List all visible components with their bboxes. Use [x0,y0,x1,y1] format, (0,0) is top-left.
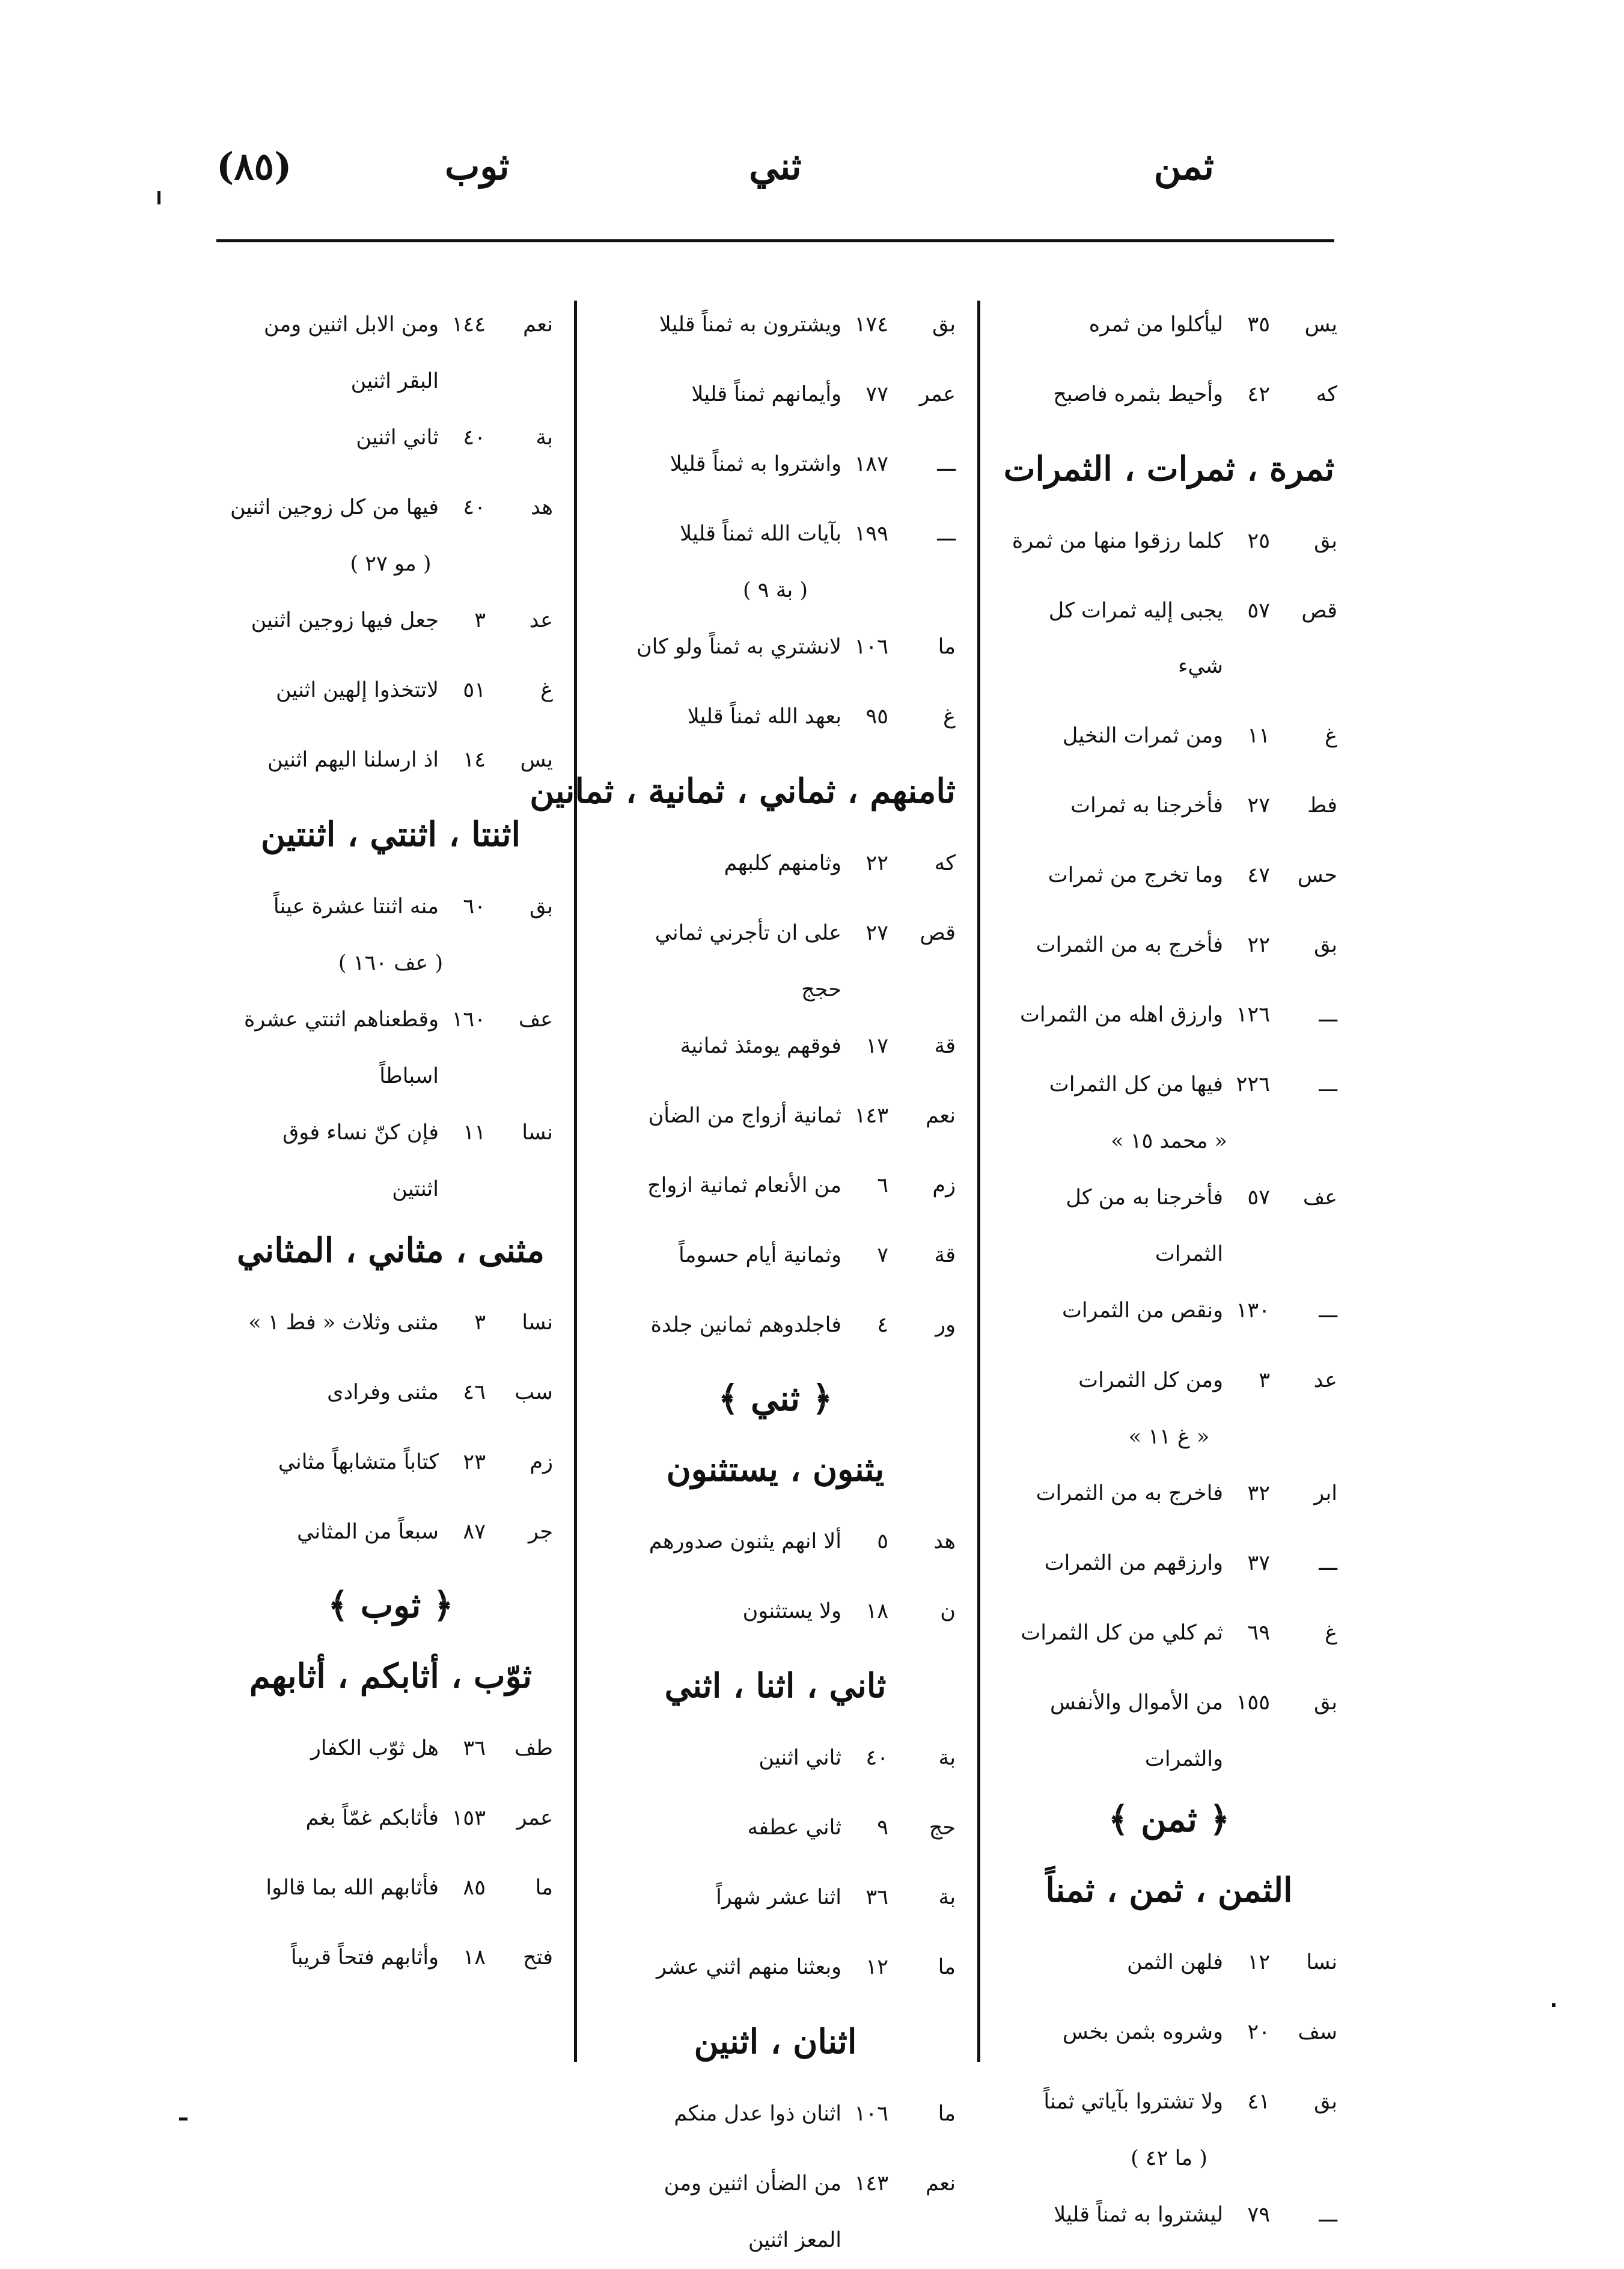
verse-text: من الأنعام ثمانية ازواج [647,1174,841,1198]
verse-entry [595,1158,956,1213]
verse-text: كتاباً متشابهاً مثاني [278,1450,439,1474]
verse-number: ٣ [474,608,486,632]
verse-entry [595,367,956,422]
cross-reference: « محمد ١٥ » [1111,1129,1227,1153]
surah-ref: سب [514,1380,553,1404]
verse-continuation: المعز اثنين [748,2228,841,2252]
verse-text: ثمانية أزواج من الضأن [648,1104,841,1128]
verse-text: لاتتخذوا إلهين اثنين [275,678,439,702]
verse-number: ٢٢٦ [1236,1073,1270,1097]
verse-text: لانشتري به ثمناً ولو كان [636,635,841,659]
verse-number: ١٠٦ [854,635,888,659]
verse-text: ومن ثمرات النخيل [1062,724,1223,748]
verse-number: ٧٩ [1247,2203,1270,2227]
surah-ref: ـــ [1319,1073,1337,1097]
surah-ref: فط [1307,794,1337,818]
verse-entry [228,1105,553,1160]
verse-text: فأخرج به من الثمرات [1036,933,1223,957]
surah-ref: يس [520,748,553,772]
verse-text: جعل فيها زوجين اثنين [251,608,439,632]
surah-ref: بق [1314,1691,1337,1715]
verse-continuation: والثمرات [1144,1747,1223,1771]
verse-number: ٤٠ [463,426,486,450]
verse-entry [595,506,956,562]
verse-text: ليأكلوا من ثمره [1088,313,1223,337]
scan-mark [1552,2003,1555,2007]
verse-number: ١٢ [1247,1950,1270,1974]
verse-text: وثمانية أيام حسوماً [678,1243,841,1267]
surah-ref: سف [1298,2020,1337,2044]
verse-text: سبعاً من المثاني [297,1520,439,1544]
cross-reference: ( ما ٤٢ ) [1131,2146,1207,2170]
verse-continuation: الثمرات [1155,1242,1223,1266]
headword: اثنتا ، اثنتي ، اثنتين [260,815,521,854]
verse-text: وارزقهم من الثمرات [1044,1551,1223,1575]
verse-number: ١١ [463,1121,486,1145]
verse-entry [1001,1170,1337,1225]
verse-text: فأخرجنا به ثمرات [1070,794,1223,818]
surah-ref: بق [530,895,553,919]
verse-text: اثنان ذوا عدل منكم [674,2102,841,2126]
verse-entry [228,1504,553,1560]
verse-number: ١٣٠ [1236,1299,1270,1323]
verse-entry [595,1730,956,1786]
verse-number: ٥١ [463,678,486,702]
surah-ref: ما [938,635,956,659]
surah-ref: نسا [522,1121,553,1145]
verse-entry [1001,2004,1337,2060]
verse-text: واشتروا به ثمناً قليلا [670,452,841,476]
verse-text: ولا يستثنون [742,1599,841,1623]
verse-text: ثاني اثنين [759,1746,841,1770]
verse-number: ٣٥ [1247,313,1270,337]
verse-number: ٤١ [1247,2090,1270,2114]
column-separator-left [574,301,577,2062]
verse-entry [595,1800,956,1855]
verse-entry [1001,1605,1337,1661]
verse-continuation: اسباطاً [379,1064,439,1088]
cross-reference: ( عف ١٦٠ ) [338,951,444,975]
surah-ref: عد [1313,1368,1337,1392]
verse-text: فيها من كل الثمرات [1049,1073,1223,1097]
surah-ref: قص [920,921,956,945]
surah-ref: عف [518,1008,553,1032]
surah-ref: غ [1325,1621,1337,1645]
verse-number: ١١ [1247,724,1270,748]
verse-number: ٦٩ [1247,1621,1270,1645]
verse-number: ٩ [877,1816,888,1840]
verse-entry [228,1860,553,1915]
verse-text: فأثابهم الله بما قالوا [266,1876,439,1900]
verse-entry [595,1018,956,1074]
verse-text: وما تخرج من ثمرات [1048,863,1223,887]
surah-ref: بة [938,1885,956,1909]
verse-continuation: حجج [801,978,841,1002]
verse-text: بآيات الله ثمناً قليلا [680,522,841,546]
surah-ref: فتح [523,1946,553,1970]
verse-text: وأثابهم فتحاً قريباً [290,1946,439,1970]
verse-number: ١٩٩ [854,522,888,546]
verse-entry [1001,778,1337,833]
surah-ref: ـــ [937,452,956,476]
verse-text: ثم كلي من كل الثمرات [1021,1621,1223,1645]
verse-entry [1001,1935,1337,1990]
verse-number: ٨٧ [463,1520,486,1544]
verse-text: وأيمانهم ثمناً قليلا [691,382,841,406]
headword: ثوّب ، أثابكم ، أثابهم [249,1656,533,1696]
verse-number: ٧ [877,1243,888,1267]
verse-entry [228,992,553,1047]
verse-number: ١٨ [865,1599,888,1623]
verse-entry [1001,1466,1337,1521]
verse-number: ١٠٦ [854,2102,888,2126]
verse-text: يجبى إليه ثمرات كل شيء [1048,599,1223,678]
verse-number: ١٨ [463,1946,486,1970]
verse-number: ٦٠ [463,895,486,919]
verse-number: ٢٠ [1247,2020,1270,2044]
surah-ref: ـــ [1319,1299,1337,1323]
surah-ref: بة [938,1746,956,1770]
verse-entry [595,436,956,492]
headword: اثنان ، اثنين [694,2022,857,2062]
verse-entry [595,619,956,675]
surah-ref: نعم [926,1104,956,1128]
verse-text: فاجلدوهم ثمانين جلدة [650,1313,841,1337]
surah-ref: بة [536,426,553,450]
verse-entry [228,879,553,934]
headword: مثنى ، مثاني ، المثاني [236,1231,545,1270]
surah-ref: نسا [1306,1950,1337,1974]
surah-ref: عف [1302,1186,1337,1210]
verse-entry [1001,2074,1337,2130]
verse-text: منه اثنتا عشرة عيناً [273,895,439,919]
root-heading: ﴿ ثني ﴾ [718,1378,833,1419]
surah-ref: نسا [522,1311,553,1335]
verse-text: من الأموال والأنفس [1050,1691,1223,1715]
verse-number: ٥ [877,1530,888,1554]
verse-text: فإن كنّ نساء فوق [282,1121,439,1145]
verse-entry [228,663,553,718]
verse-text: بعهد الله ثمناً قليلا [687,705,841,729]
verse-text: وقطعناهم اثنتي عشرة [244,1008,439,1032]
verse-text: ومن كل الثمرات [1078,1368,1223,1392]
surah-ref: ابر [1314,1481,1337,1505]
surah-ref: كه [1316,382,1337,406]
verse-entry [228,1930,553,1985]
root-heading: ﴿ ثوب ﴾ [328,1585,454,1626]
surah-ref: كه [934,851,956,875]
headword: الثمن ، ثمن ، ثمناً [1045,1870,1293,1910]
verse-text: فيها من كل زوجين اثنين [230,495,439,519]
verse-entry [595,689,956,744]
cross-reference: ( بة ٩ ) [742,578,808,602]
verse-text: ثاني عطفه [747,1816,841,1840]
verse-text: هل ثوّب الكفار [311,1736,439,1760]
verse-number: ٣٦ [463,1736,486,1760]
verse-entry [1001,583,1337,694]
verse-entry [595,1228,956,1283]
verse-entry [228,410,553,465]
verse-text: وارزق اهله من الثمرات [1019,1003,1223,1027]
verse-text: وشروه بثمن بخس [1062,2020,1223,2044]
verse-text: ثاني اثنين [356,426,439,450]
verse-text: مثنى وثلاث « فط ١ » [248,1311,439,1335]
surah-ref: قة [934,1034,956,1058]
surah-ref: حس [1297,863,1337,887]
surah-ref: نعم [523,313,553,337]
verse-entry [1001,2187,1337,2243]
surah-ref: عد [529,608,553,632]
header-rule [216,239,1334,242]
verse-text: ألا انهم يثنون صدورهم [649,1530,841,1554]
surah-ref: ـــ [1319,1003,1337,1027]
verse-entry [228,1435,553,1490]
verse-text: فوقهم يومئذ ثمانية [680,1034,841,1058]
surah-ref: بق [1314,933,1337,957]
verse-number: ١٥٣ [451,1806,486,1830]
verse-number: ٣٢ [1247,1481,1270,1505]
verse-number: ٢٧ [1247,794,1270,818]
verse-text: اثنا عشر شهراً [716,1885,841,1909]
verse-entry [228,1295,553,1350]
verse-entry [595,1870,956,1925]
verse-entry [595,1088,956,1144]
root-heading: ﴿ ثمن ﴾ [1108,1799,1230,1840]
verse-entry [228,732,553,788]
verse-entry [1001,917,1337,973]
verse-number: ٤٠ [463,495,486,519]
verse-number: ٣٦ [865,1885,888,1909]
verse-text: ومن الابل اثنين ومن [263,313,439,337]
header-center-word: ثني [749,144,802,188]
verse-text: ونقص من الثمرات [1061,1299,1223,1323]
surah-ref: جر [528,1520,553,1544]
verse-number: ١٧ [865,1034,888,1058]
verse-text: من الضأن اثنين ومن [664,2172,841,2196]
surah-ref: ـــ [937,522,956,546]
verse-entry [595,297,956,352]
verse-number: ٥٧ [1247,1186,1270,1210]
verse-entry [228,1790,553,1846]
verse-text: وبعثنا منهم اثني عشر [656,1955,841,1979]
verse-entry [1001,708,1337,764]
surah-ref: ـــ [1319,2203,1337,2227]
verse-number: ١٢٦ [1236,1003,1270,1027]
verse-number: ٢٢ [1247,933,1270,957]
verse-number: ٣ [1259,1368,1270,1392]
verse-text: ويشترون به ثمناً قليلا [659,313,841,337]
verse-text: على ان تأجرني ثماني [655,921,841,945]
verse-entry [1001,1536,1337,1591]
verse-entry [228,593,553,648]
verse-number: ٧٧ [865,382,888,406]
verse-number: ٨٥ [463,1876,486,1900]
verse-entry [228,297,553,352]
surah-ref: نعم [926,2172,956,2196]
verse-number: ٢٧ [865,921,888,945]
scan-mark [179,2117,188,2120]
verse-text: مثنى وفرادى [327,1380,439,1404]
verse-entry [1001,1675,1337,1730]
verse-text: ليشتروا به ثمناً قليلا [1054,2203,1223,2227]
surah-ref: غ [540,678,553,702]
surah-ref: هد [531,495,553,519]
verse-number: ١٢ [865,1955,888,1979]
cross-reference: ( مو ٢٧ ) [350,552,432,576]
verse-entry [1001,367,1337,422]
verse-number: ١٨٧ [854,452,888,476]
verse-text: كلما رزقوا منها من ثمرة [1012,529,1223,553]
verse-number: ١٦٠ [451,1008,486,1032]
verse-entry [1001,297,1337,352]
surah-ref: بق [1314,2090,1337,2114]
surah-ref: ما [938,2102,956,2126]
surah-ref: عمر [516,1806,553,1830]
verse-entry [1001,1283,1337,1338]
column-separator-right [977,301,980,2062]
verse-entry [228,1365,553,1420]
verse-text: فأخرجنا به من كل [1066,1186,1223,1210]
verse-entry [1001,987,1337,1043]
column-left [228,283,553,2000]
surah-ref: ما [938,1955,956,1979]
verse-number: ٥٧ [1247,599,1270,623]
verse-entry [1001,1057,1337,1112]
verse-text: اذ ارسلنا اليهم اثنين [267,748,439,772]
verse-text: فلهن الثمن [1126,1950,1223,1974]
surah-ref: ن [940,1599,956,1623]
verse-entry [228,480,553,535]
verse-number: ٦ [877,1174,888,1198]
surah-ref: طف [514,1736,553,1760]
verse-number: ١٧٤ [854,313,888,337]
surah-ref: ور [935,1313,956,1337]
verse-text: ولا تشتروا بآياتي ثمناً [1043,2090,1223,2114]
surah-ref: يس [1304,313,1337,337]
verse-number: ١٤٣ [854,1104,888,1128]
verse-text: وثامنهم كلبهم [724,851,841,875]
verse-number: ١٤ [463,748,486,772]
verse-number: ٤٢ [1247,382,1270,406]
surah-ref: قة [934,1243,956,1267]
verse-entry [595,1940,956,1995]
verse-entry [595,1584,956,1639]
verse-entry [595,836,956,891]
header-right-word: ثمن [1153,144,1214,188]
surah-ref: قص [1301,599,1337,623]
surah-ref: غ [943,705,956,729]
headword: ثامنهم ، ثماني ، ثمانية ، ثمانين [530,771,956,811]
verse-text: فاخرج به من الثمرات [1036,1481,1223,1505]
column-right [1001,283,1337,2257]
verse-number: ٢٣ [463,1450,486,1474]
verse-entry [1001,1353,1337,1408]
verse-number: ٣ [474,1311,486,1335]
verse-entry [595,1514,956,1569]
verse-number: ١٥٥ [1236,1691,1270,1715]
verse-number: ٤٧ [1247,863,1270,887]
verse-entry [228,1721,553,1776]
verse-number: ٩٥ [865,705,888,729]
surah-ref: بق [1314,529,1337,553]
surah-ref: بق [932,313,956,337]
surah-ref: زم [530,1450,553,1474]
header-left-word: ثوب [445,144,510,188]
surah-ref: حج [929,1816,956,1840]
surah-ref: غ [1325,724,1337,748]
headword: يثنون ، يستثنون [666,1450,885,1489]
verse-text: فأثابكم غمّاً بغم [305,1806,439,1830]
surah-ref: ما [535,1876,553,1900]
headword: ثمرة ، ثمرات ، الثمرات [1003,449,1335,489]
surah-ref: هد [933,1530,956,1554]
verse-number: ٤٦ [463,1380,486,1404]
verse-number: ٤ [877,1313,888,1337]
verse-number: ١٤٤ [451,313,486,337]
surah-ref: زم [932,1174,956,1198]
verse-number: ١٤٣ [854,2172,888,2196]
verse-entry [595,905,956,961]
verse-entry [595,2086,956,2142]
verse-entry [1001,848,1337,903]
verse-entry [595,2156,956,2211]
surah-ref: عمر [919,382,956,406]
verse-continuation: اثنتين [392,1177,439,1201]
verse-entry [1001,513,1337,569]
surah-ref: ـــ [1319,1551,1337,1575]
verse-text: وأحيط بثمره فاصبح [1053,382,1223,406]
page-header [216,144,1334,216]
verse-continuation: البقر اثنين [350,369,439,393]
scan-mark [157,191,160,204]
verse-entry [595,1297,956,1353]
verse-number: ٣٧ [1247,1551,1270,1575]
page-number: (٨٥) [216,144,292,188]
verse-number: ٤٠ [865,1746,888,1770]
verse-number: ٢٢ [865,851,888,875]
verse-number: ٢٥ [1247,529,1270,553]
headword: ثاني ، اثنا ، اثني [664,1666,887,1706]
cross-reference: « غ ١١ » [1128,1425,1210,1449]
